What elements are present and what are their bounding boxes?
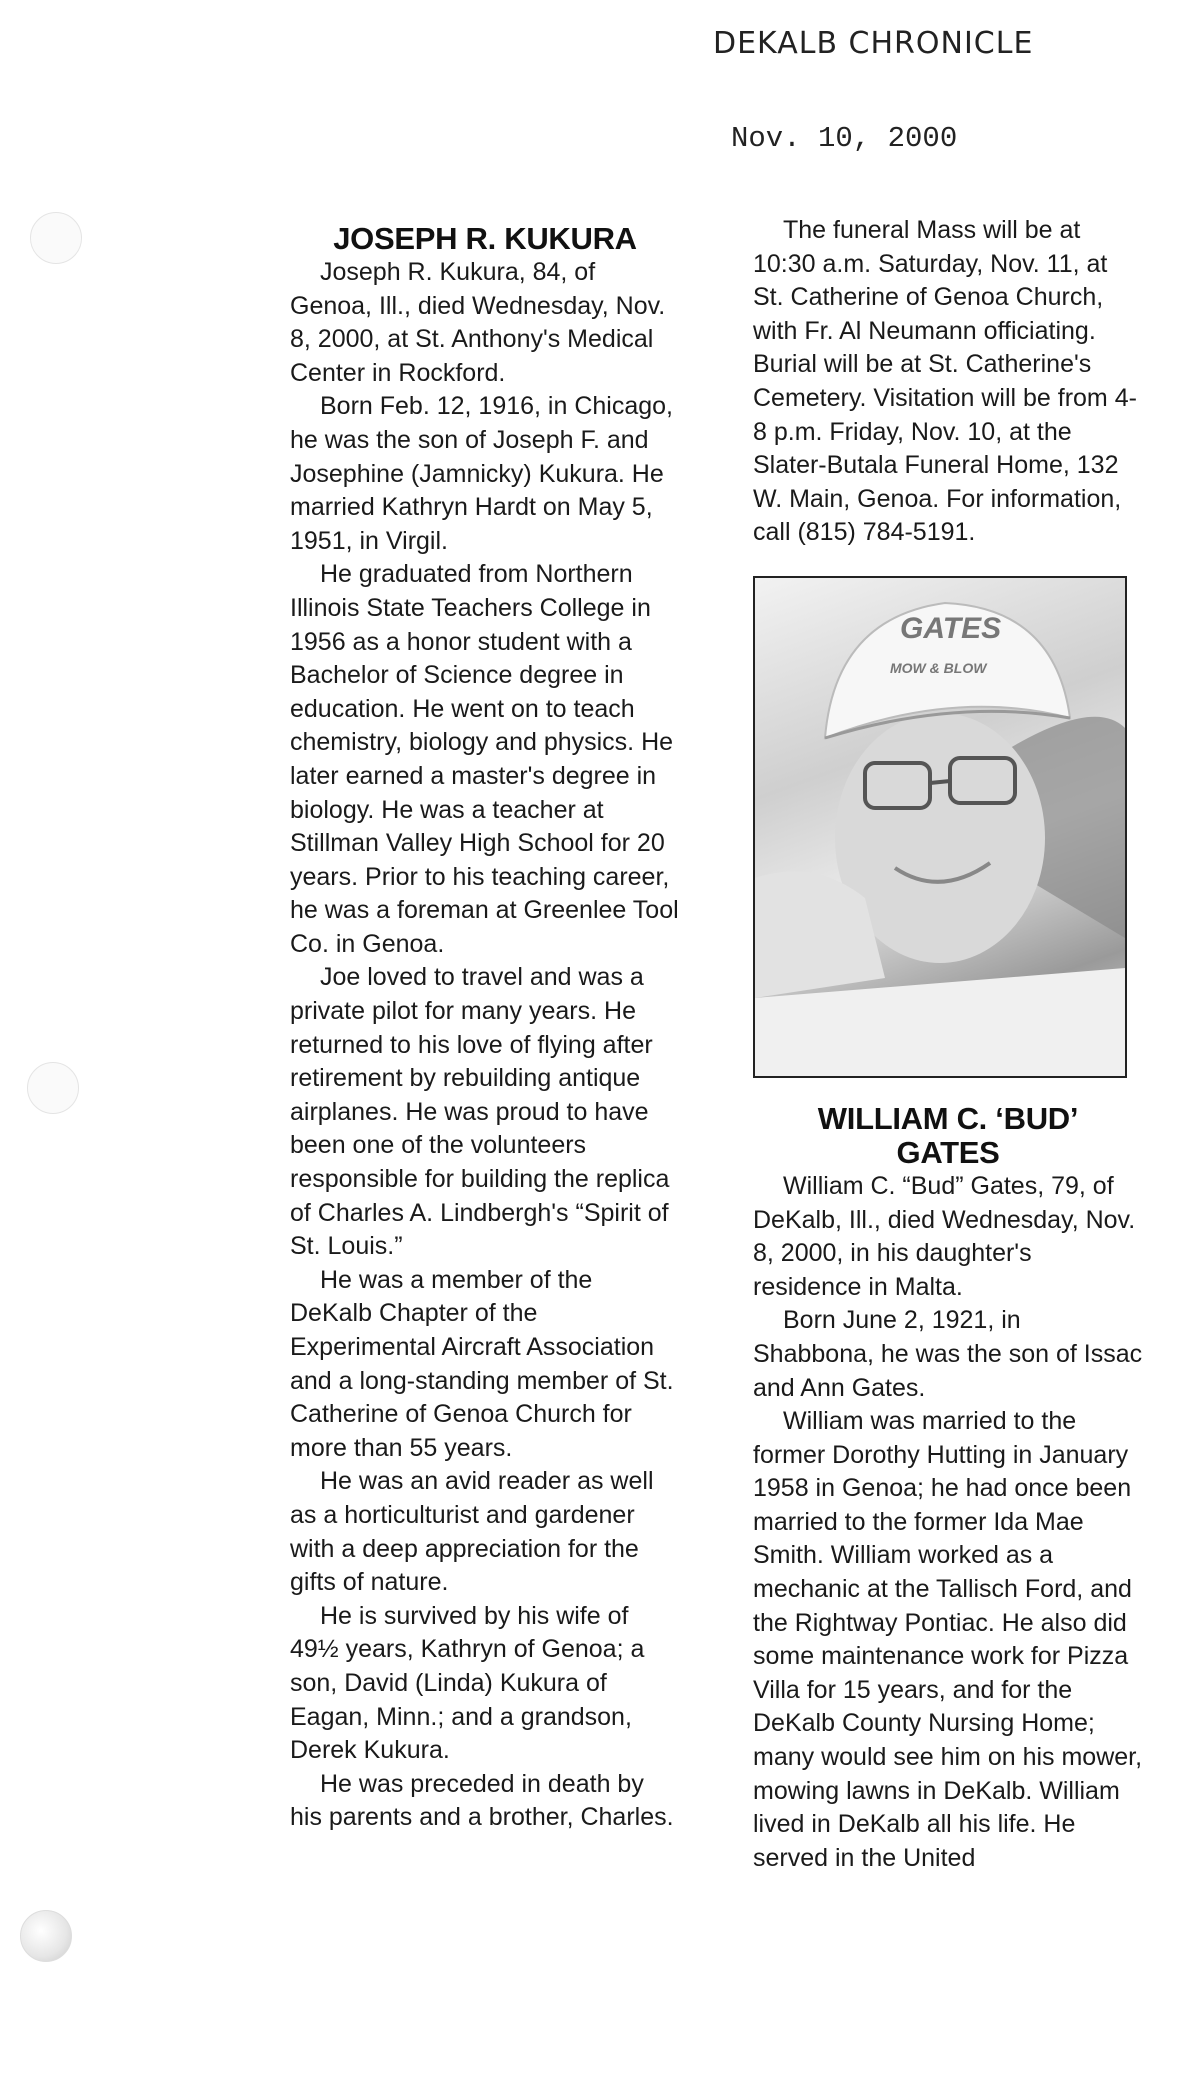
obituary-paragraph: Joe loved to travel and was a private pilot for many years. He returned to his love of flying after retirement by rebuilding antique airplanes. He was proud to have been one of the volunteers responsible for building the replica of Charles A. Lindbergh's “Spirit of St. Louis.” [290, 963, 670, 1261]
obituary-heading-gates-line2: GATES [896, 1134, 1000, 1170]
cap-logo-text-2: MOW & BLOW [890, 659, 987, 676]
obituary-heading-gates-line1: WILLIAM C. ‘BUD’ [817, 1100, 1079, 1136]
binder-hole-middle [27, 1062, 79, 1114]
obituary-continued-paragraph: The funeral Mass will be at 10:30 a.m. Saturday, Nov. 11, at St. Catherine of Genoa Church, with Fr. Al Neumann officiating. Burial will be at St. Catherine's Cemetery. Visitation will be from 4-8 p.m. Friday, Nov. 10, at the Slater-Butala Funeral Home, 132 W. Main, Genoa. For information, call (815) 784-5191. [753, 216, 1137, 547]
cap-logo-text-1: GATES [900, 611, 1002, 645]
obituary-paragraph: Born Feb. 12, 1916, in Chicago, he was the son of Joseph F. and Josephine (Jamnicky) Kukura. He married Kathryn Hardt on May 5, 1951, in Virgil. [290, 392, 674, 555]
obituary-paragraph: Born June 2, 1921, in Shabbona, he was the son of Issac and Ann Gates. [753, 1306, 1143, 1402]
clipping-date: Nov. 10, 2000 [731, 122, 958, 155]
obituary-paragraph: He is survived by his wife of 49½ years, Kathryn of Genoa; a son, David (Linda) Kukura of Eagan, Minn.; and a grandson, Derek Kukura. [290, 1601, 645, 1765]
obituary-paragraph: He was an avid reader as well as a horticulturist and gardener with a deep appreciation for the gifts of nature. [290, 1467, 654, 1597]
left-column [290, 222, 680, 1835]
right-column [753, 214, 1143, 1875]
portrait-illustration [755, 578, 1125, 1076]
obituary-paragraph: He was preceded in death by his parents and a brother, Charles. [290, 1769, 674, 1832]
obituary-heading-kukura: JOSEPH R. KUKURA [333, 221, 637, 256]
portrait-photo [753, 576, 1127, 1078]
binder-hole-bottom [20, 1910, 72, 1962]
obituary-paragraph: William was married to the former Dorothy Hutting in January 1958 in Genoa; he had once been married to the former Ida Mae Smith. William worked as a mechanic at the Tallisch Ford, and the Rightway Pontiac. He also did some maintenance work for Pizza Villa for 15 years, and for the DeKalb County Nursing Home; many would see him on his mower, mowing lawns in DeKalb. William lived in DeKalb all his life. He served in the United [753, 1407, 1143, 1872]
obituary-heading-gates [753, 1102, 1143, 1170]
newspaper-name: DEKALB CHRONICLE [713, 26, 1034, 61]
obituary-paragraph: Joseph R. Kukura, 84, of Genoa, Ill., died Wednesday, Nov. 8, 2000, at St. Anthony's Medical Center in Rockford. [290, 258, 666, 387]
obituary-paragraph: William C. “Bud” Gates, 79, of DeKalb, Ill., died Wednesday, Nov. 8, 2000, in his daughter's residence in Malta. [753, 1171, 1136, 1301]
obituary-paragraph: He graduated from Northern Illinois State Teachers College in 1956 as a honor student with a Bachelor of Science degree in education. He went on to teach chemistry, biology and physics. He later earned a master's degree in biology. He was a teacher at Stillman Valley High School for 20 years. Prior to his teaching career, he was a foreman at Greenlee Tool Co. in Genoa. [290, 560, 679, 958]
binder-hole-top [30, 212, 82, 264]
obituary-paragraph: He was a member of the DeKalb Chapter of the Experimental Aircraft Association and a long-standing member of St. Catherine of Genoa Church for more than 55 years. [290, 1265, 674, 1462]
